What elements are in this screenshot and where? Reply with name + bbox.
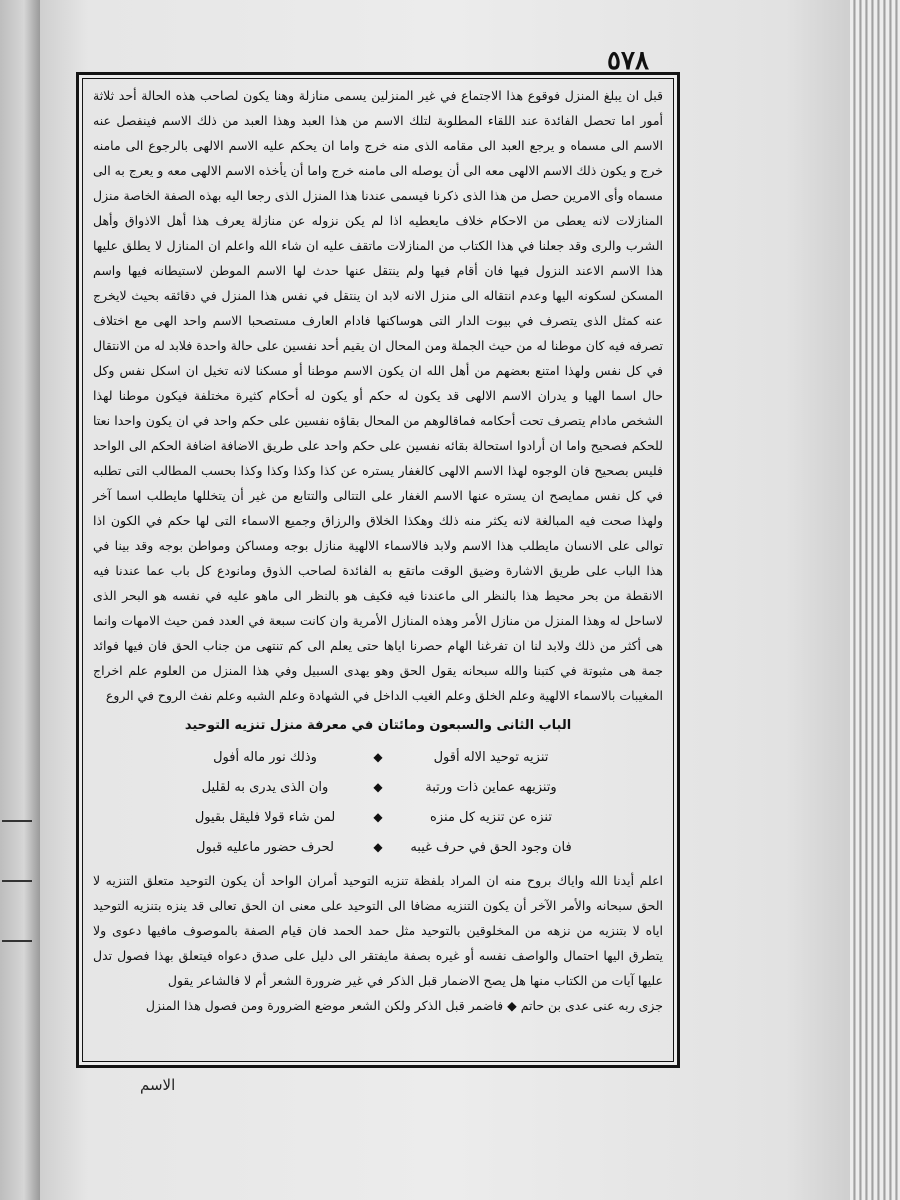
- verse-left-hemistich: وذلك نور ماله أفول: [213, 749, 317, 765]
- verse-right-hemistich: تنزيه توحيد الاله أقول: [433, 749, 549, 765]
- verse-separator: ◆: [373, 810, 383, 824]
- poem: [93, 742, 663, 862]
- verse-separator: ◆: [373, 750, 383, 764]
- verse-line: [93, 802, 663, 832]
- text-fragment: [2, 880, 32, 882]
- page-edges-stack: [850, 0, 900, 1200]
- facing-page-edge: [0, 0, 40, 1200]
- closing-line: جزى ربه عنى عدى بن حاتم ◆ فاضمر قبل الذكر ولكن الشعر موضع الضرورة ومن فصول هذا المنزل: [145, 998, 663, 1013]
- body-paragraph: قبل ان يبلغ المنزل فوقوع هذا الاجتماع في غير المنزلين يسمى منازلة وهنا يكون لصاحب هذه الحالة أحد ثلاثة أمور اما تحصل الفائدة عند اللقاء المطلوبة لتلك الاسم من هذا العبد وهذا العبد من ذلك الاسم فينفصل عنه الاسم الى مسماه و يرجع العبد الى مقامه الذى منه خرج واما ان يحكم عليه الاسم الالهى بالرجوع الى مامنه خرج و يكون ذلك الاسم الالهى معه الى أن يوصله الى مامنه خرج واما أن يأخذه الاسم الالهى معه و يعرج به الى مسماه وأى الامرين حصل من هذا الذى ذكرنا فيسمى عندنا هذا المنزل الذى رجعا اليه بهذه الصفة الخاصة منزل المنازلات لانه يعطى من الاحكام خلاف مايعطيه اذا لم يكن نزوله عن منازلة يعرف هذا أهل الاذواق وأهل الشرب والرى وقد جعلنا في هذا الكتاب من المنازلات ماتقف عليه ان شاء الله واعلم ان المنازل لا يطلق عليها هذا الاسم الاعند النزول فيها فان أقام فيها ولم ينتقل عنها حدث لها الاسم الموطن لاستيطانه فيها واسم المسكن لسكونه اليها وعدم انتقاله الى منزل الانه لابد ان ينتقل في نفس هذا المنزل في دقائقه بحيث لايخرج عنه كمثل الذى يتصرف في بيوت الدار التى هوساكنها فادام العارف مستصحبا الاسم واحد الهى مع اختلاف تصرفه فيه كان موطنا له من حيث الجملة ومن المحال ان يقيم أحد نفسين على حالة واحدة فلابد له من الانتقال في كل نفس ولهذا امتنع بعضهم من أهل الله ان يكون الاسم موطنا أو مسكنا لانه تخيل ان اسكل نفس وكل حال اسما الهيا و يدران الاسم الالهى قد يكون له حكم أو يكون له أحكام كثيرة مختلفة فيكون موطنا لهذا الشخص مادام يتصرف تحت أحكامه فماقالوهم من المحال بقاؤه نفسين على حكم واحد في ان يكون واحدا نعتا للحكم فصحيح واما ان أرادوا استحالة بقائه نفسين على حكم واحد على طريق الاضافة اضافة الحكم الى الواحد فليس بصحيح فان الوجوه لهذا الاسم الالهى كالغفار يستره عن كذا وكذا وكذا وكذا بحسب المطالب التى تطلبه في كل نفس ممايصح ان يستره عنها الاسم الغفار على التتالى والتتابع من غير أن يتخللها مايطلب اسما آخر ولهذا صحت فيه المبالغة لانه يكثر منه ذلك وهكذا الخلاق والرزاق وجميع الاسماء التى لها حكم في الكون اذا توالى على الانسان مايطلب هذا الاسم ولابد فالاسماء الالهية منازل بوجه ومساكن ومواطن بوجه وقد بينا في هذا الباب على طريق الاشارة وضيق الوقت ماتقع به الفائدة لصاحب الذوق ومانودع كل باب عما عندنا فيه الانقطة من بحر محيط هذا بالنظر الى ماعندنا فيه فكيف هو بالنظر الى ماهو عليه في نفسه هو البحر الذى لاساحل له وهذا المنزل من منازل الأمر وهذه المنازل الأمرية وان كانت سبعة في العدد فمن حيث الامهات وانما هى أكثر من ذلك ولابد لنا ان تفرغنا الهام حصرنا اياها حتى يعلم الى كم تنتهى من جناب الحق فان فيها فوائد جمة هى مثبوتة في كتبنا والله سبحانه يقول الحق وهو يهدى السبيل وفي هذا المنزل من العلوم علم اخراج المغيبات بالاسماء الالهية وعلم الخلق وعلم الغيب الداخل في الشهادة وعلم الشبه وعلم نفث الروح في الروع: [93, 88, 663, 703]
- text-fragment: [2, 940, 32, 942]
- verse-separator: ◆: [373, 780, 383, 794]
- verse-left-hemistich: لحرف حضور ماعليه قبول: [196, 839, 334, 855]
- page-number: ٥٧٨: [607, 46, 649, 76]
- text-frame: [76, 72, 680, 1068]
- verse-right-hemistich: فان وجود الحق في حرف غيبه: [410, 839, 572, 855]
- verse-left-hemistich: وان الذى يدرى به لقليل: [201, 779, 329, 795]
- text-fragment: [2, 820, 32, 822]
- verse-line: [93, 742, 663, 772]
- verse-separator: ◆: [373, 840, 383, 854]
- verse-line: [93, 772, 663, 802]
- verse-left-hemistich: لمن شاء قولا فليقل بقيول: [194, 809, 336, 825]
- verse-right-hemistich: وتنزيهه عماين ذات ورتبة: [425, 779, 557, 795]
- chapter-title: الباب الثانى والسبعون ومائتان في معرفة منزل تنزيه التوحيد: [184, 718, 572, 733]
- verse-line: [93, 832, 663, 862]
- body-paragraph: اعلم أيدنا الله واياك بروح منه ان المراد بلفظة تنزيه التوحيد أمران الواحد أن يكون التوحيد متعلق التنزيه لا الحق سبحانه والأمر الآخر أن يكون التنزيه مضافا الى التوحيد على معنى ان الحق تعالى قد ينزه بتنزيه التوحيد اياه لا بتنزيه من نزهه من المخلوقين بالتوحيد مثل حمد الحمد فان قيام الصفة بالموصوف مافيها دعوى ولا يتطرق اليها احتمال والواصف نفسه أو غيره بصفة مايفتقر الى دليل على صدق دعواه فيتعلق بهذا فصول تدل عليها آيات من الكتاب منها هل يصح الاضمار قبل الذكر في غير ضرورة الشعر أم لا فالشاعر يقول: [93, 873, 663, 988]
- verse-right-hemistich: تنزه عن تنزيه كل منزه: [430, 809, 552, 825]
- catchword: الاسم: [140, 1076, 176, 1094]
